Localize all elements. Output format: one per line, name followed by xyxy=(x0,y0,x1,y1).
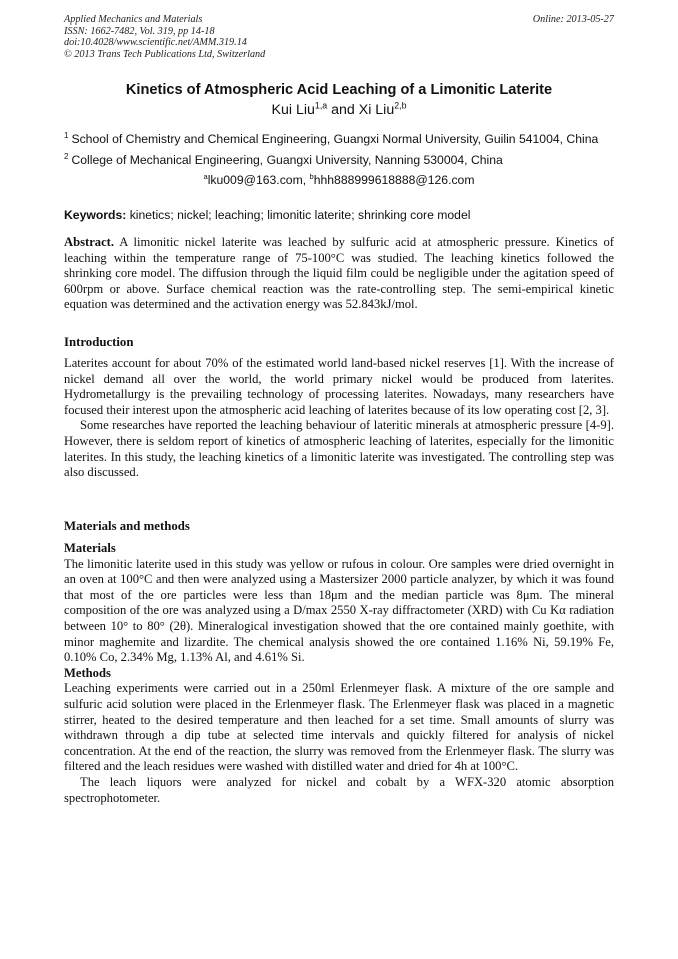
abstract-label: Abstract. xyxy=(64,235,115,249)
abstract-text: A limonitic nickel laterite was leached by sulfuric acid at atmospheric pressure. Kinetics of leaching within the temperature range of 75-100°C was studied. The leaching kinetics followed the shrinking core model. The diffusion through the liquid film could be negligible under the agitation speed of 600rpm or above. Surface chemical reaction was the rate-controlling step. The semi-empirical kinetic equation was determined and the activation energy was 52.843kJ/mol. xyxy=(64,235,614,312)
author-and: and xyxy=(331,102,355,118)
email-a: lku009@163.com, xyxy=(207,173,307,187)
affiliation-1 xyxy=(64,131,598,146)
author-2-sup: 2,b xyxy=(394,100,407,111)
author-1-sup: 1,a xyxy=(314,100,328,111)
materials-paragraph: The limonitic laterite used in this study was yellow or rufous in colour. Ore samples were dried overnight in an oven at 100°C and then were analyzed using a Mastersizer 2000 particle analyzer, by which it was found that most of the ore particles were less than 18μm and the median particle was 8μm. The mineral composition of the ore was analyzed using a D/max 2550 X-ray diffractometer (XRD) with Cu Kα radiation between 10° to 80° (2θ). Mineralogical investigation showed that the ore contained mainly goethite, with minor maghemite and lizardite. The chemical analysis showed the ore contained 1.16% Ni, 59.19% Fe, 0.10% Co, 2.34% Mg, 1.13% Al, and 4.61% Si. xyxy=(64,556,614,665)
materials-subheading: Materials xyxy=(64,541,116,555)
materials-methods-heading: Materials and methods xyxy=(64,519,190,533)
affiliation-2 xyxy=(64,152,503,167)
author-2-name: Xi Liu xyxy=(358,102,395,118)
methods-paragraph-1: Leaching experiments were carried out in a 250ml Erlenmeyer flask. A mixture of the ore sample and sulfuric acid solution were placed in the Erlenmeyer flask. The Erlenmeyer flask was placed in a magnetic stirrer, heated to the desired temperature and then leached for a set time. Small amounts of slurry was withdrawn through a dip tube at selected time intervals and quickly filtered for analysis of nickel concentration. At the end of the reaction, the slurry was removed from the Erlenmeyer flask. The slurry was filtered and the leach residues were washed with distilled water and dried for 4h at 100°C. xyxy=(64,681,614,774)
introduction-paragraph-2: Some researches have reported the leaching behaviour of lateritic minerals at atmospheric pressure [4-9]. However, there is seldom report of kinetics of atmospheric leaching of laterites, especially for the limonitic laterites. In this study, the leaching kinetics of a limonitic laterite was investigated. The controlling step was also discussed. xyxy=(64,418,614,480)
email-line xyxy=(0,173,678,187)
email-b-sup: b xyxy=(309,171,314,181)
materials-methods-body xyxy=(64,541,614,806)
issn-line: ISSN: 1662-7482, Vol. 319, pp 14-18 xyxy=(64,25,215,37)
journal-name: Applied Mechanics and Materials xyxy=(64,14,203,25)
introduction-body xyxy=(64,356,614,481)
affiliation-2-number: 2 xyxy=(64,152,69,161)
affiliation-1-text: School of Chemistry and Chemical Engineering, Guangxi Normal University, Guilin 541004, China xyxy=(71,132,599,146)
copyright-line: © 2013 Trans Tech Publications Ltd, Switzerland xyxy=(64,48,266,60)
introduction-paragraph-1: Laterites account for about 70% of the estimated world land-based nickel reserves [1]. With the increase of nickel demand all over the world, the world primary nickel would be produced from laterites. Hydrometallurgy is the prevailing technology of processing laterites. Nowadays, many researchers have focused their interest upon the atmospheric acid leaching of laterites because of its low operating cost [2, 3]. xyxy=(64,356,614,417)
keywords-label: Keywords: xyxy=(64,208,127,222)
introduction-heading: Introduction xyxy=(64,335,134,349)
journal-header xyxy=(64,14,265,60)
affiliation-2-text: College of Mechanical Engineering, Guangxi University, Nanning 530004, China xyxy=(71,153,503,167)
paper-title: Kinetics of Atmospheric Acid Leaching of a Limonitic Laterite xyxy=(125,82,553,98)
email-b: hhh888999618888@126.com xyxy=(313,173,475,187)
methods-paragraph-2: The leach liquors were analyzed for nickel and cobalt by a WFX-320 atomic absorption spectrophotometer. xyxy=(64,774,614,805)
keywords-text: kinetics; nickel; leaching; limonitic laterite; shrinking core model xyxy=(129,208,471,222)
abstract xyxy=(64,235,614,313)
methods-subheading: Methods xyxy=(64,665,111,680)
affiliation-1-number: 1 xyxy=(64,131,69,140)
doi-line: doi:10.4028/www.scientific.net/AMM.319.14 xyxy=(64,37,247,49)
email-a-sup: a xyxy=(203,171,208,181)
keywords xyxy=(64,208,470,222)
author-line xyxy=(0,102,678,118)
online-date: Online: 2013-05-27 xyxy=(532,14,614,25)
author-1-name: Kui Liu xyxy=(271,102,315,118)
